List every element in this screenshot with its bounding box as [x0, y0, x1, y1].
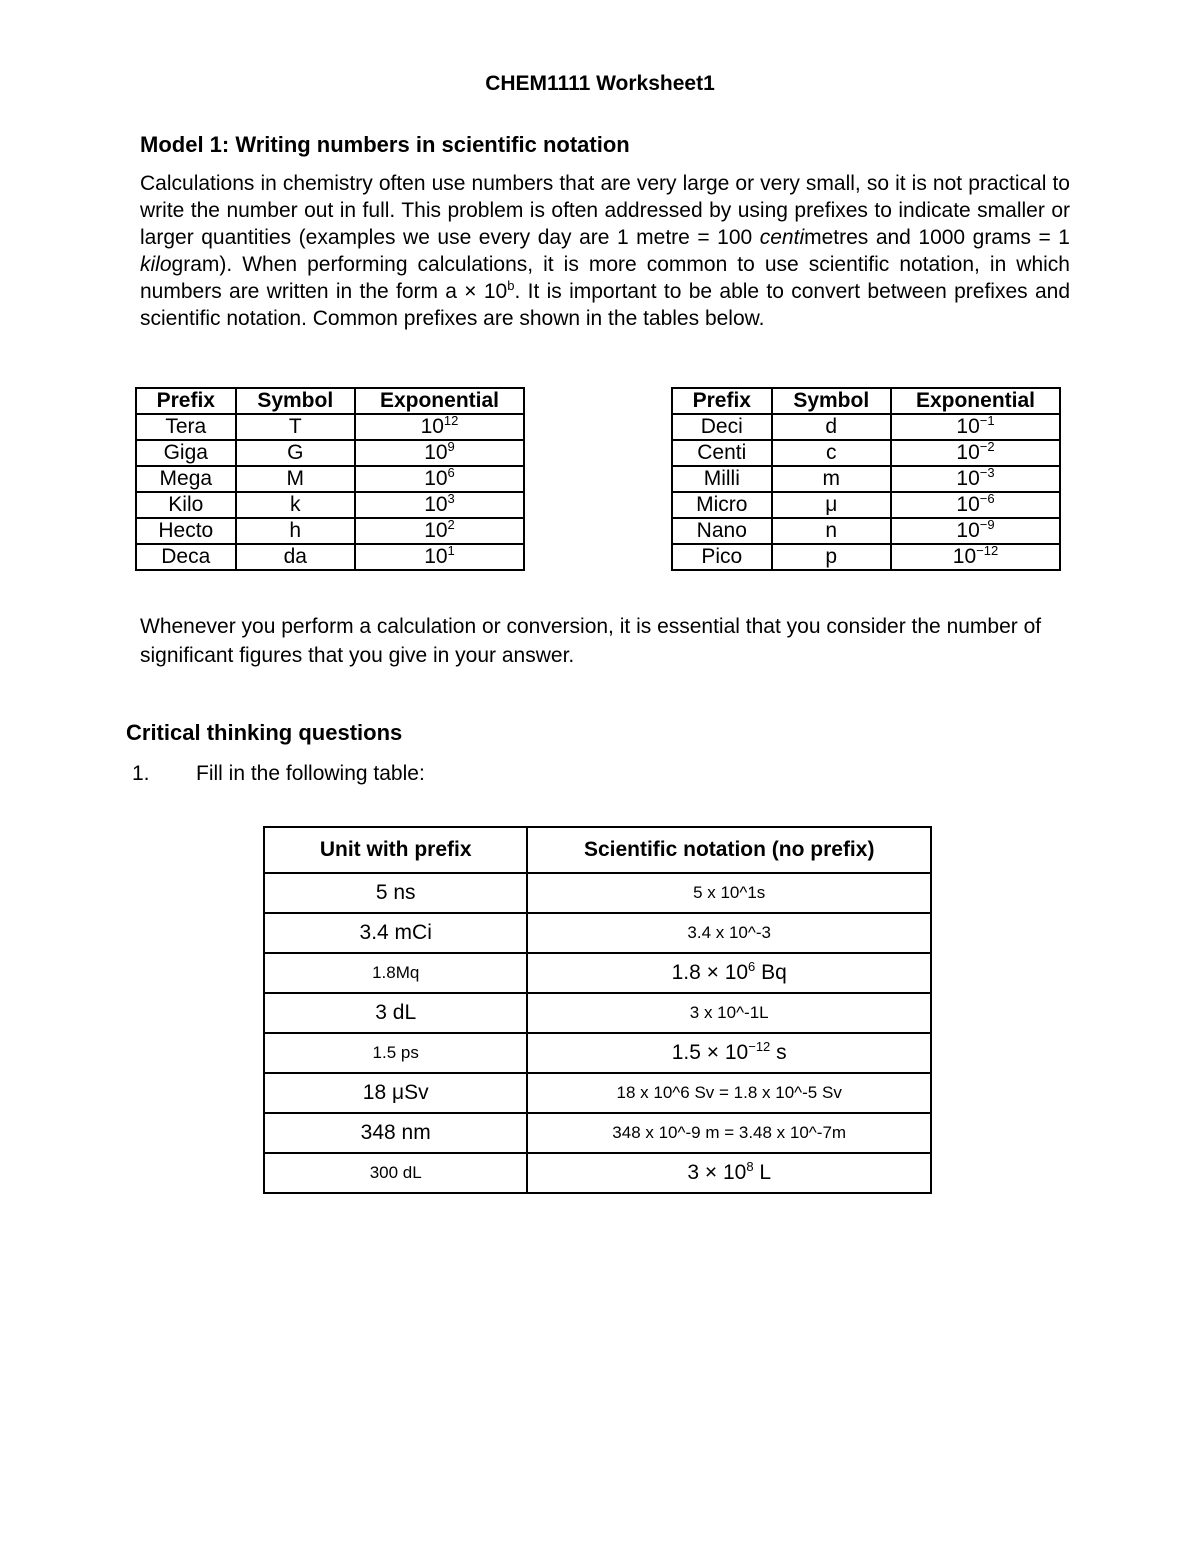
exponent-power: 1 — [447, 543, 455, 558]
scientific-notation-cell — [527, 1033, 931, 1073]
exponential-cell — [891, 518, 1060, 544]
symbol-cell: m — [772, 466, 891, 492]
table-row — [136, 492, 524, 518]
intro-text: metres and 1000 grams = 1 — [804, 226, 1070, 249]
exponent-power: 2 — [447, 517, 455, 532]
table-row — [264, 1033, 931, 1073]
exponent-power: −3 — [979, 465, 995, 480]
scientific-notation-cell: 3.4 x 10^-3 — [527, 913, 931, 953]
table-row — [672, 414, 1060, 440]
exponential-cell — [355, 414, 524, 440]
small-prefix-table — [671, 387, 1061, 571]
unit-cell: 3.4 mCi — [264, 913, 527, 953]
critical-thinking-heading: Critical thinking questions — [126, 720, 403, 745]
scientific-notation-cell: 18 x 10^6 Sv = 1.8 x 10^-5 Sv — [527, 1073, 931, 1113]
unit-cell: 18 μSv — [264, 1073, 527, 1113]
notation-unit: s — [770, 1041, 787, 1064]
exponent-power: 12 — [443, 413, 459, 428]
table-row — [264, 873, 931, 913]
exponent-base: 10 — [424, 493, 448, 516]
exponent-base: 10 — [952, 545, 977, 568]
column-header: Prefix — [136, 388, 236, 414]
exponent-base: 10 — [424, 519, 448, 542]
prefix-cell: Kilo — [136, 492, 236, 518]
notation-unit: L — [753, 1161, 772, 1184]
scientific-notation-cell: 348 x 10^-9 m = 3.48 x 10^-7m — [527, 1113, 931, 1153]
table-row — [264, 913, 931, 953]
table-row — [672, 492, 1060, 518]
column-header: Exponential — [355, 388, 524, 414]
exponent-power: −9 — [979, 517, 995, 532]
notation-mantissa: 3 × 10 — [687, 1161, 747, 1184]
unit-cell: 1.5 ps — [264, 1033, 527, 1073]
scientific-notation-cell: 5 x 10^1s — [527, 873, 931, 913]
intro-text: kilo — [140, 253, 172, 276]
notation-mantissa: 1.5 × 10 — [671, 1041, 749, 1064]
table-row — [136, 440, 524, 466]
table-row — [264, 993, 931, 1033]
exponent-base: 10 — [420, 415, 444, 438]
intro-superscript: b — [507, 278, 515, 293]
symbol-cell: T — [236, 414, 355, 440]
table-row — [264, 1153, 931, 1193]
exponent-power: 6 — [447, 465, 455, 480]
column-header: Unit with prefix — [264, 827, 527, 873]
exponent-base: 10 — [424, 545, 448, 568]
prefix-cell: Giga — [136, 440, 236, 466]
exponential-cell — [355, 440, 524, 466]
question-text: Fill in the following table: — [196, 762, 425, 785]
prefix-cell: Deci — [672, 414, 772, 440]
column-header: Scientific notation (no prefix) — [527, 827, 931, 873]
notation-exponent: −12 — [748, 1039, 771, 1054]
table-row — [264, 1113, 931, 1153]
exponential-cell — [355, 518, 524, 544]
exponent-power: −2 — [979, 439, 995, 454]
symbol-cell: da — [236, 544, 355, 570]
notation-mantissa: 1.8 × 10 — [671, 961, 749, 984]
table-row — [136, 414, 524, 440]
table-row — [672, 440, 1060, 466]
intro-text: centi — [759, 226, 805, 249]
intro-text: . It is important to be able to convert between prefixes and scientific notation. Common prefixes are shown in the tables below. — [140, 280, 1071, 330]
exponent-base: 10 — [424, 467, 448, 490]
prefix-cell: Milli — [672, 466, 772, 492]
prefix-cell: Tera — [136, 414, 236, 440]
column-header: Symbol — [236, 388, 355, 414]
column-header: Exponential — [891, 388, 1060, 414]
exponent-power: −12 — [976, 543, 999, 558]
exponent-base: 10 — [424, 441, 448, 464]
symbol-cell: d — [772, 414, 891, 440]
table-header-row — [136, 388, 524, 414]
scientific-notation-cell — [527, 953, 931, 993]
intro-text: Calculations in chemistry often use numbers that are very large or very small, so it is not practical to write the number out in full. This problem is often addressed by using prefixes to indicate smaller or larger quantities (examples we use every day are 1 metre = 100 — [140, 172, 1070, 249]
large-prefix-table — [135, 387, 525, 571]
question-number: 1. — [132, 762, 150, 785]
exponent-power: 3 — [447, 491, 455, 506]
symbol-cell: h — [236, 518, 355, 544]
table-header-row — [264, 827, 931, 873]
symbol-cell: G — [236, 440, 355, 466]
symbol-cell: c — [772, 440, 891, 466]
unit-cell: 3 dL — [264, 993, 527, 1033]
exponent-base: 10 — [956, 467, 980, 490]
prefix-cell: Mega — [136, 466, 236, 492]
exponent-power: −1 — [979, 413, 995, 428]
table-row — [136, 518, 524, 544]
sig-figs-note: Whenever you perform a calculation or conversion, it is essential that you consider the number of significant figures that you give in your answer. — [140, 615, 1042, 667]
table-header-row — [672, 388, 1060, 414]
column-header: Symbol — [772, 388, 891, 414]
exponential-cell — [355, 492, 524, 518]
notation-unit: Bq — [755, 961, 787, 984]
symbol-cell: M — [236, 466, 355, 492]
table-row — [264, 1073, 931, 1113]
exponent-base: 10 — [956, 415, 980, 438]
symbol-cell: p — [772, 544, 891, 570]
exponential-cell — [891, 466, 1060, 492]
unit-cell: 1.8Mq — [264, 953, 527, 993]
intro-text: gram). When performing calculations, it is more common to use scientific notation, in which numbers are written in the form a × 10 — [140, 253, 1070, 303]
symbol-cell: μ — [772, 492, 891, 518]
symbol-cell: k — [236, 492, 355, 518]
prefix-cell: Deca — [136, 544, 236, 570]
exponential-cell — [891, 492, 1060, 518]
table-row — [136, 466, 524, 492]
prefix-cell: Hecto — [136, 518, 236, 544]
prefix-cell: Nano — [672, 518, 772, 544]
table-row — [672, 466, 1060, 492]
exponential-cell — [891, 414, 1060, 440]
exponential-cell — [355, 544, 524, 570]
column-header: Prefix — [672, 388, 772, 414]
notation-exponent: 6 — [748, 959, 756, 974]
scientific-notation-cell — [527, 1153, 931, 1193]
unit-cell: 300 dL — [264, 1153, 527, 1193]
intro-paragraph — [140, 170, 1070, 332]
exponential-cell — [891, 544, 1060, 570]
exponential-cell — [355, 466, 524, 492]
table-row — [264, 953, 931, 993]
exponent-base: 10 — [956, 441, 980, 464]
exponent-power: −6 — [979, 491, 995, 506]
notation-exponent: 8 — [746, 1159, 754, 1174]
table-row — [672, 518, 1060, 544]
model-heading: Model 1: Writing numbers in scientific notation — [140, 132, 630, 157]
prefix-cell: Micro — [672, 492, 772, 518]
prefix-cell: Pico — [672, 544, 772, 570]
exponential-cell — [891, 440, 1060, 466]
symbol-cell: n — [772, 518, 891, 544]
scientific-notation-cell: 3 x 10^-1L — [527, 993, 931, 1033]
exponent-base: 10 — [956, 519, 980, 542]
exponent-power: 9 — [447, 439, 455, 454]
unit-cell: 348 nm — [264, 1113, 527, 1153]
prefix-cell: Centi — [672, 440, 772, 466]
fill-in-table — [263, 826, 932, 1194]
table-row — [672, 544, 1060, 570]
table-row — [136, 544, 524, 570]
unit-cell: 5 ns — [264, 873, 527, 913]
exponent-base: 10 — [956, 493, 980, 516]
page-title: CHEM1111 Worksheet1 — [485, 72, 715, 95]
